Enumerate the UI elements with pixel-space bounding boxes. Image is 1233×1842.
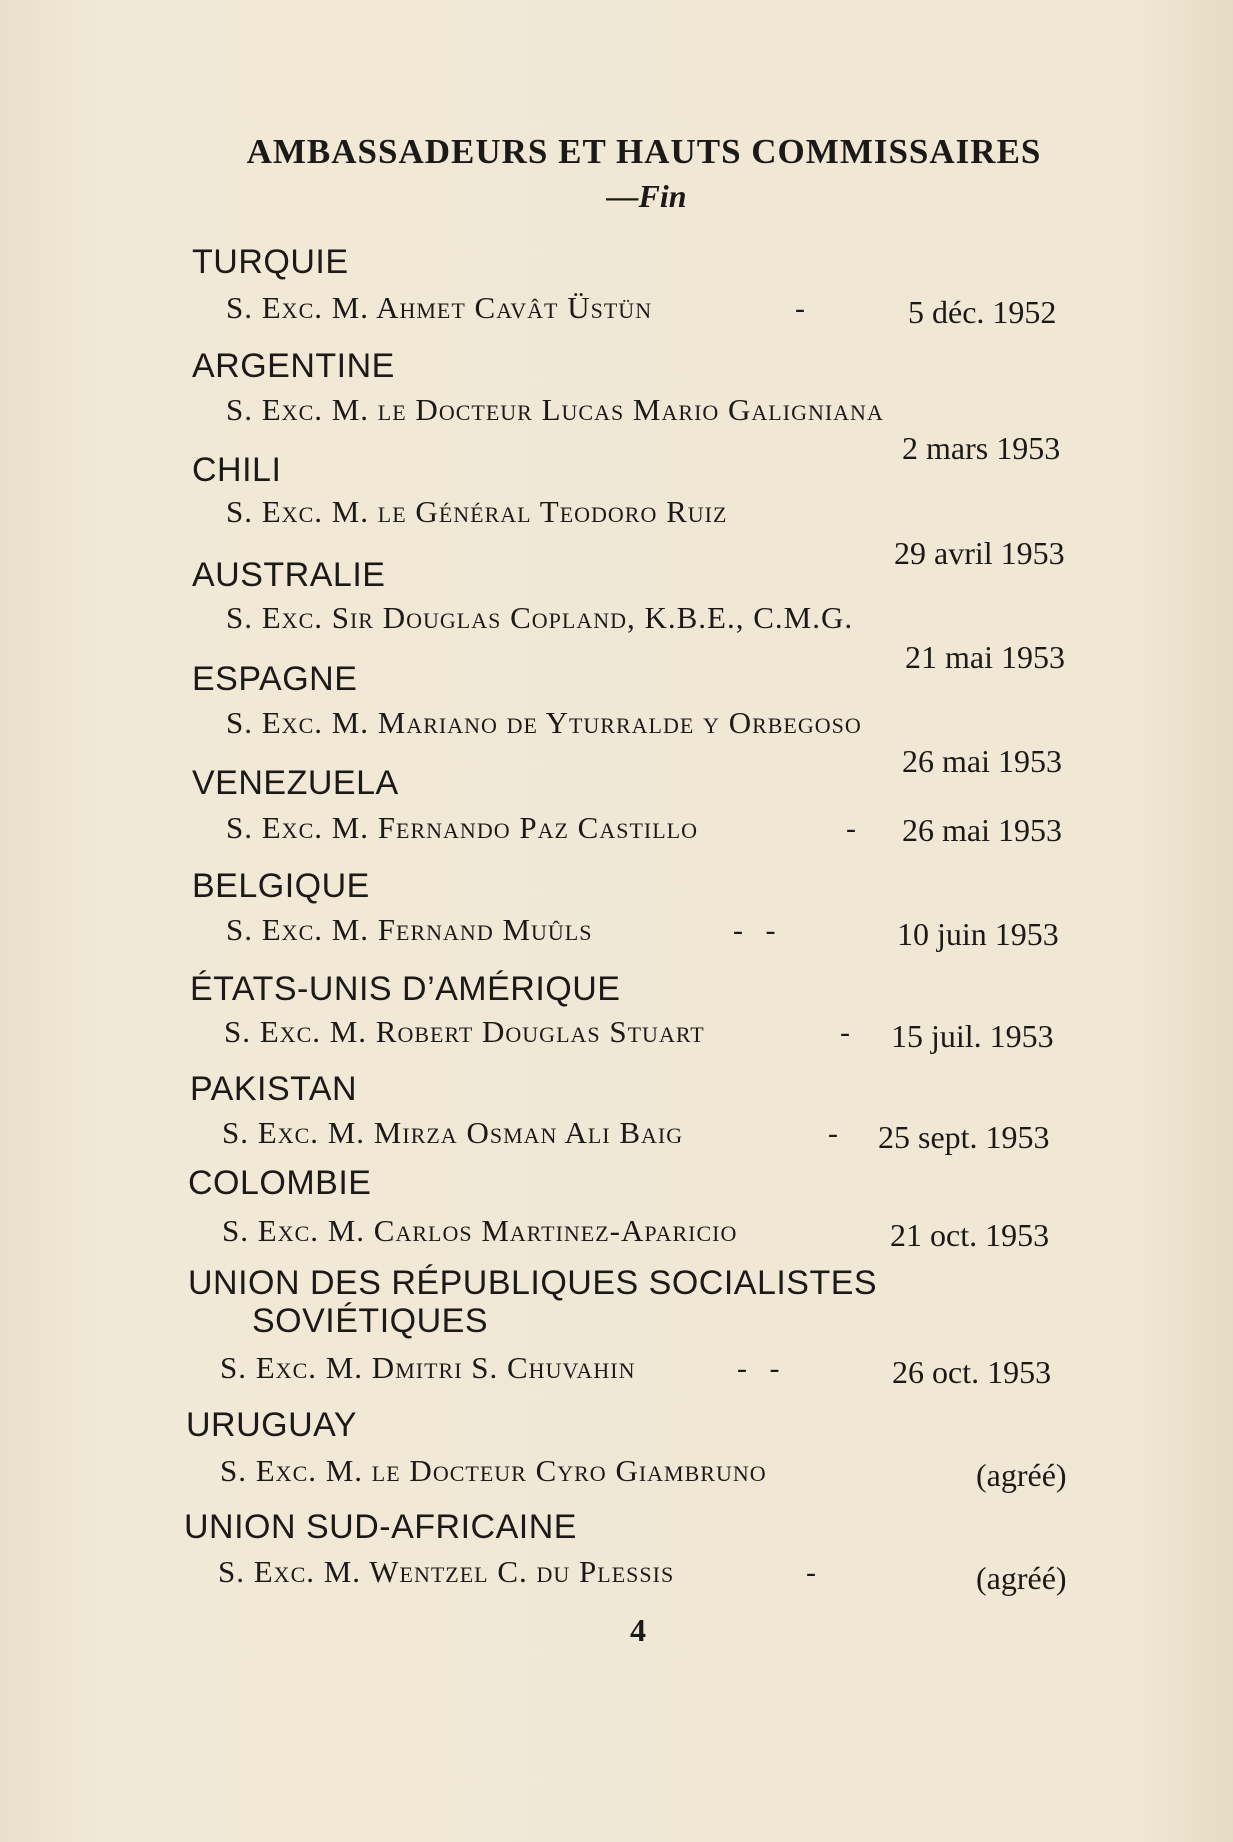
country-name: ARGENTINE (192, 347, 395, 385)
leader-dash: - - (737, 1352, 780, 1385)
ambassador-name: S. Exc. M. Dmitri S. Chuvahin (220, 1350, 636, 1385)
page-header (0, 132, 1233, 215)
ambassador-name: S. Exc. M. le Docteur Cyro Giambruno (220, 1453, 767, 1488)
appointment-date: (agréé) (976, 1457, 1067, 1493)
appointment-date: 2 mars 1953 (902, 430, 1061, 466)
appointment-date: 21 mai 1953 (905, 639, 1065, 675)
appointment-date: 25 sept. 1953 (878, 1119, 1050, 1155)
leader-dash: - (846, 812, 856, 845)
ambassador-name: S. Exc. Sir Douglas Copland, K.B.E., C.M.G. (226, 600, 854, 635)
appointment-date: 26 oct. 1953 (892, 1354, 1052, 1390)
ambassador-name: S. Exc. M. Fernand Muûls (226, 912, 593, 947)
leader-dash: - (806, 1556, 816, 1589)
appointment-date: 26 mai 1953 (902, 743, 1062, 779)
ambassador-name: S. Exc. M. Carlos Martinez-Aparicio (222, 1213, 738, 1248)
leader-dash: - (828, 1117, 838, 1150)
leader-dash: - - (733, 914, 776, 947)
country-name-continued: SOVIÉTIQUES (252, 1302, 488, 1340)
ambassador-name: S. Exc. M. Robert Douglas Stuart (224, 1014, 705, 1049)
country-name: CHILI (192, 451, 282, 489)
country-name: TURQUIE (192, 243, 349, 281)
appointment-date: 10 juin 1953 (897, 916, 1059, 952)
appointment-date: 29 avril 1953 (894, 535, 1065, 571)
leader-dash: - (795, 292, 805, 325)
country-name: AUSTRALIE (192, 556, 386, 594)
ambassador-name: S. Exc. M. Mariano de Yturralde y Orbegoso (226, 705, 862, 740)
appointment-date: 26 mai 1953 (902, 812, 1062, 848)
country-name: URUGUAY (186, 1406, 357, 1444)
appointment-date: (agréé) (976, 1560, 1067, 1596)
appointment-date: 5 déc. 1952 (908, 294, 1057, 330)
country-name: UNION DES RÉPUBLIQUES SOCIALISTES (188, 1264, 878, 1302)
ambassador-name: S. Exc. M. le Docteur Lucas Mario Galigniana (226, 392, 884, 427)
country-name: COLOMBIE (188, 1164, 372, 1202)
page-title: AMBASSADEURS ET HAUTS COMMISSAIRES (246, 132, 1042, 171)
country-name: VENEZUELA (192, 764, 399, 802)
appointment-date: 21 oct. 1953 (890, 1217, 1050, 1253)
ambassador-name: S. Exc. M. Fernando Paz Castillo (226, 810, 698, 845)
country-name: ÉTATS-UNIS D’AMÉRIQUE (190, 970, 621, 1008)
ambassador-name: S. Exc. M. Ahmet Cavât Üstün (226, 290, 653, 325)
page-subtitle: —Fin (606, 178, 687, 214)
country-name: PAKISTAN (190, 1070, 358, 1108)
ambassador-name: S. Exc. M. le Général Teodoro Ruiz (226, 494, 728, 529)
ambassador-name: S. Exc. M. Wentzel C. du Plessis (218, 1554, 675, 1589)
country-name: UNION SUD-AFRICAINE (184, 1508, 577, 1546)
ambassador-name: S. Exc. M. Mirza Osman Ali Baig (222, 1115, 684, 1150)
page-number: 4 (630, 1612, 646, 1648)
leader-dash: - (840, 1016, 850, 1049)
country-name: ESPAGNE (192, 660, 358, 698)
appointment-date: 15 juil. 1953 (891, 1018, 1054, 1054)
country-name: BELGIQUE (192, 867, 370, 905)
